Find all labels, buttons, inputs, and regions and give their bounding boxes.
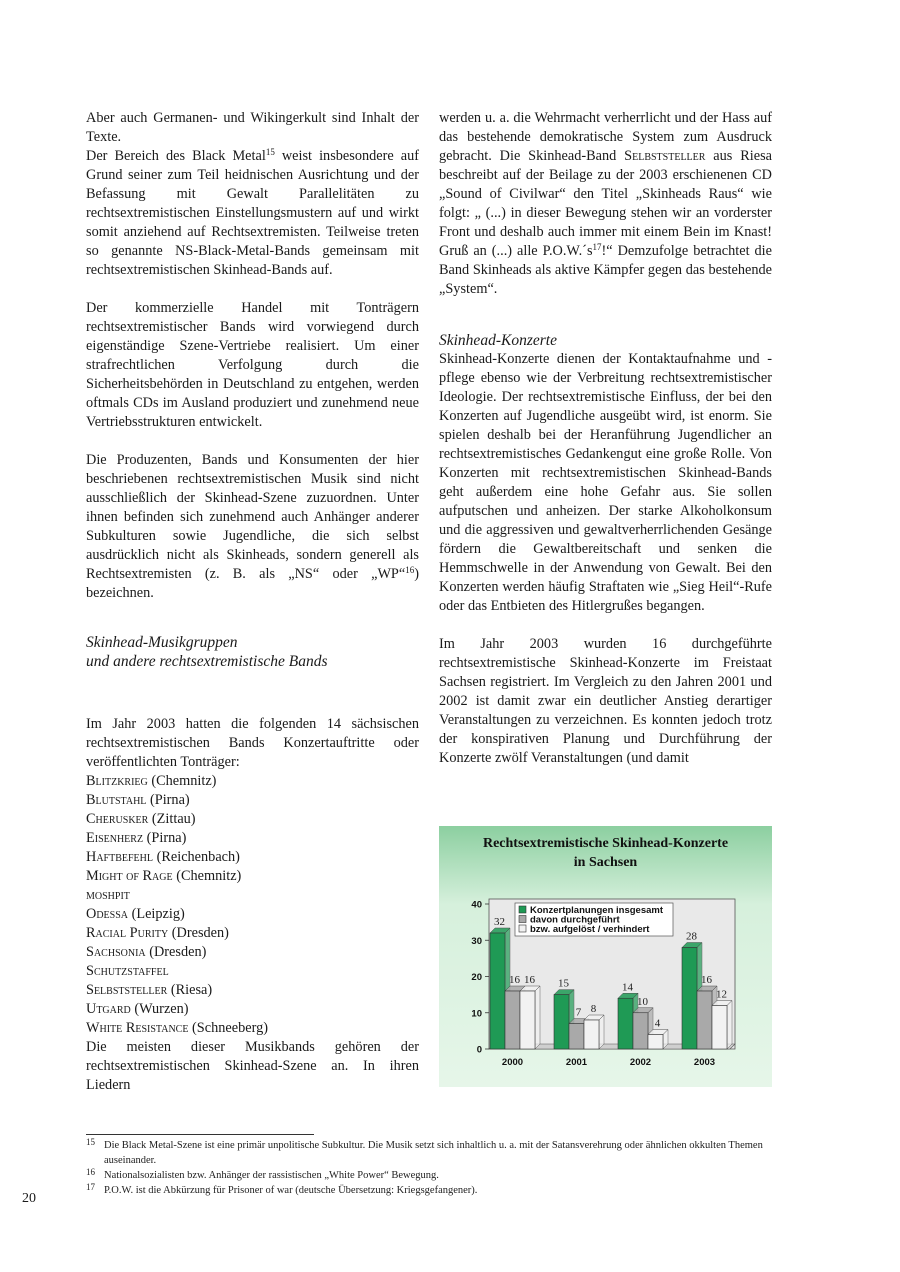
band-item [86, 962, 419, 981]
bar-value-label: 8 [590, 1003, 597, 1015]
band-item [86, 886, 419, 905]
footnotes [86, 1138, 776, 1198]
bar-side [599, 1015, 604, 1049]
footnote-number: 16 [86, 1167, 95, 1177]
bar [697, 991, 712, 1049]
footnote-text: Nationalsozialisten bzw. Anhänger der rassistischen „White Power“ Bewegung. [104, 1170, 439, 1181]
paragraph [439, 109, 772, 299]
bar-value-label: 4 [654, 1017, 661, 1030]
bar [569, 1024, 584, 1049]
left-column [86, 109, 419, 1095]
paragraph [86, 147, 419, 280]
paragraph: Aber auch Germanen- und Wikingerkult sind Inhalt der Texte. [86, 110, 419, 145]
chart-title-line: Rechtsextremistische Skinhead-Konzerte [482, 836, 729, 851]
band-name: Haftbefehl [86, 849, 153, 865]
footnote-text: P.O.W. ist die Abkürzung für Prisoner of war (deutsche Übersetzung: Kriegsgefangener). [104, 1185, 478, 1196]
y-tick-label: 40 [471, 899, 482, 911]
x-tick-label: 2003 [693, 1057, 716, 1068]
footnote-ref[interactable]: 16 [405, 565, 415, 575]
right-column [439, 109, 772, 768]
band-item [86, 1000, 419, 1019]
x-tick-label: 2002 [629, 1057, 652, 1068]
band-name: Selbststeller [624, 148, 706, 164]
text: aus Riesa beschreibt auf der Beilage zu der 2003 erschienenen CD „Sound of Civilwar“ den Titel „Skinheads Raus“ wie folgt: „ (...) in dieser Bewegung stehen wir an vorderster Front und deshalb auch immer mit einem Bein im Knast! Gruß an (...) alle P.O.W.´s [439, 148, 772, 259]
bar-value-label: 32 [494, 916, 505, 928]
band-place: (Pirna) [146, 792, 190, 808]
band-place: (Chemnitz) [147, 773, 217, 789]
legend-swatch [519, 906, 526, 913]
band-name: White Resistance [86, 1020, 189, 1036]
footnote-ref[interactable]: 15 [265, 147, 275, 157]
paragraph [86, 451, 419, 603]
footnote [86, 1138, 776, 1168]
band-place: (Leipzig) [128, 906, 185, 922]
paragraph: Skinhead-Konzerte dienen der Kontaktaufnahme und -pflege ebenso wie der Verbreitung rechtsextremistischer Ideologie. Der rechtsextremistische Einfluss, der bei den Konzerten auf Jugendliche ausgeübt wird, ist enorm. Sie spielen deshalb bei der Heranführung Jugendlicher an rechtsextremistisches Gedankengut eine große Rolle. Von Konzerten mit rechtsextremistischen Skinhead-Bands geht außerdem eine hohe Gefahr aus. Sie sollen aufputschen und anheizen. Der starke Alkoholkonsum und die aggressiven und gewaltverherrlichenden Gesänge fördern die Gewaltbereitschaft und senken die Hemmschwelle in der Anwendung von Gewalt. Bei den Konzerten werden häufig Straftaten wie „Sieg Heil“-Rufe oder das Entbieten des Hitlergrußes begangen. [439, 351, 772, 614]
footnote-number: 17 [86, 1182, 95, 1192]
legend-label: davon durchgeführt [530, 914, 620, 926]
bar-value-label: 15 [558, 977, 569, 990]
footnote-number: 15 [86, 1137, 95, 1147]
chart [439, 826, 772, 1087]
band-item [86, 943, 419, 962]
bar-value-label: 16 [701, 974, 712, 986]
band-name: Might of Rage [86, 868, 173, 884]
bar [490, 933, 505, 1049]
band-name: Selbststeller [86, 982, 168, 998]
bar [633, 1013, 648, 1049]
text: werden u. a. die Wehrmacht verherrlicht und der Hass auf das bestehende demokratische System zum Ausdruck gebracht. Die Skinhead-Band [439, 110, 772, 164]
band-name: Schutzstaffel [86, 963, 169, 979]
section-heading: Skinhead-Musikgruppen [86, 634, 238, 651]
band-item [86, 848, 419, 867]
band-place: (Schneeberg) [188, 1020, 268, 1036]
bar [618, 998, 633, 1049]
bar-value-label: 12 [716, 988, 727, 1001]
band-place: (Dresden) [168, 925, 229, 941]
bar-value-label: 10 [637, 995, 648, 1008]
section-heading: und andere rechtsextremistische Bands [86, 653, 328, 670]
bar [554, 995, 569, 1049]
band-name: Blitzkrieg [86, 773, 148, 789]
band-name: Eisenherz [86, 830, 144, 846]
band-place: (Wurzen) [130, 1001, 189, 1017]
paragraph: Der kommerzielle Handel mit Tonträgern rechtsextremistischer Bands wird vorwiegend durch eigenständige Szene-Vertriebe realisiert. Um einer strafrechtlichen Verfolgung durch die Sicherheitsbehörden in Deutschland zu entgehen, werden oftmals CDs im Ausland produziert und zunehmend neue Vertriebsstrukturen entwickelt. [86, 300, 419, 430]
chart-title-line: in Sachsen [573, 855, 638, 870]
bar [682, 948, 697, 1050]
footnote-text: Die Black Metal-Szene ist eine primär unpolitische Subkultur. Die Musik setzt sich inhaltlich u. a. mit der Satansverehrung oder ähnlichen okkulten Themen auseinander. [104, 1140, 763, 1166]
band-name: Odessa [86, 906, 128, 922]
y-tick-label: 10 [471, 1008, 482, 1020]
band-item [86, 1019, 419, 1038]
band-item [86, 829, 419, 848]
band-item [86, 810, 419, 829]
bar [505, 991, 520, 1049]
legend-swatch [519, 916, 526, 923]
band-list [86, 772, 419, 1038]
y-tick-label: 0 [476, 1044, 482, 1056]
bar-value-label: 28 [686, 930, 697, 943]
y-tick-label: 20 [471, 972, 482, 983]
bar-value-label: 16 [509, 974, 520, 986]
band-place: (Dresden) [145, 944, 207, 960]
y-tick-label: 30 [471, 935, 482, 947]
bar-value-label: 16 [524, 974, 535, 986]
chart-svg [439, 826, 772, 1087]
band-name: Sachsonia [86, 944, 146, 960]
page-number: 20 [22, 1191, 36, 1206]
footnote-ref[interactable]: 17 [592, 242, 602, 252]
text: !“ Demzufolge betrachtet die Band Skinheads als aktive Kämpfer gegen das bestehende „System“. [439, 243, 772, 297]
band-item [86, 924, 419, 943]
band-name: Blutstahl [86, 792, 147, 808]
band-name: Utgard [86, 1001, 131, 1017]
band-place: (Chemnitz) [172, 868, 242, 884]
legend-swatch [519, 925, 526, 932]
band-item [86, 867, 419, 886]
bar-value-label: 14 [622, 981, 633, 994]
legend-label: Konzertplanungen insgesamt [530, 905, 664, 916]
paragraph: Die meisten dieser Musikbands gehören der rechtsextremistischen Skinhead-Szene an. In ihren Liedern [86, 1039, 419, 1093]
paragraph: Im Jahr 2003 hatten die folgenden 14 sächsischen rechtsextremistischen Bands Konzertauftritte oder veröffentlichten Tonträger: [86, 716, 419, 770]
section-heading: Skinhead-Konzerte [439, 332, 557, 349]
legend-label: bzw. aufgelöst / verhindert [530, 924, 650, 935]
band-place: (Riesa) [167, 982, 213, 998]
text: Der Bereich des Black Metal [86, 148, 266, 164]
text: ) bezeichnen. [86, 566, 419, 601]
text: weist insbesondere auf Grund seiner zum Teil heidnischen Ausrichtung und der Befassung mit Gewalt Parallelitäten zu rechtsextremistischen Einstellungsmustern auf und wirkt somit anziehend auf Rechtsextremisten. Teilweise treten so genannte NS-Black-Metal-Bands gemeinsam mit rechtsextremistischen Skinhead-Bands auf. [86, 148, 420, 278]
footnote [86, 1183, 776, 1198]
bar [584, 1020, 599, 1049]
bar [712, 1006, 727, 1050]
x-tick-label: 2000 [501, 1057, 524, 1068]
paragraph: Im Jahr 2003 wurden 16 durchgeführte rechtsextremistische Skinhead-Konzerte im Freistaat Sachsen registriert. Im Vergleich zu den Jahren 2001 und 2002 ist damit zwar ein deutlicher Anstieg derartiger Veranstaltungen zu verzeichnen. Es konnten jedoch trotz der konspirativen Planung und Durchführung der Konzerte zwölf Veranstaltungen (und damit [439, 636, 772, 766]
bar [520, 991, 535, 1049]
bar-value-label: 7 [575, 1006, 582, 1019]
band-item [86, 791, 419, 810]
text: Die Produzenten, Bands und Konsumenten der hier beschriebenen rechtsextremistischen Musik sind nicht ausschließlich der Skinhead-Szene zuzuordnen. Unter ihnen befinden sich zunehmend auch Anhänger anderer Subkulturen sowie Jugendliche, die sich selbst ausdrücklich nicht als Skinheads, sondern generell als Rechtsextremisten (z. B. als „NS“ oder „WP“ [86, 452, 419, 582]
bar-side [727, 1001, 732, 1050]
bar [648, 1035, 663, 1050]
bar-side [535, 986, 540, 1049]
band-name: Cherusker [86, 811, 149, 827]
band-item [86, 905, 419, 924]
footnote-divider [86, 1134, 314, 1135]
band-place: (Reichenbach) [153, 849, 240, 865]
band-place: (Pirna) [143, 830, 187, 846]
band-item [86, 981, 419, 1000]
band-place: (Zittau) [148, 811, 196, 827]
band-name: moshpit [86, 887, 130, 903]
band-item [86, 772, 419, 791]
footnote [86, 1168, 776, 1183]
x-tick-label: 2001 [565, 1057, 588, 1068]
band-name: Racial Purity [86, 925, 169, 941]
